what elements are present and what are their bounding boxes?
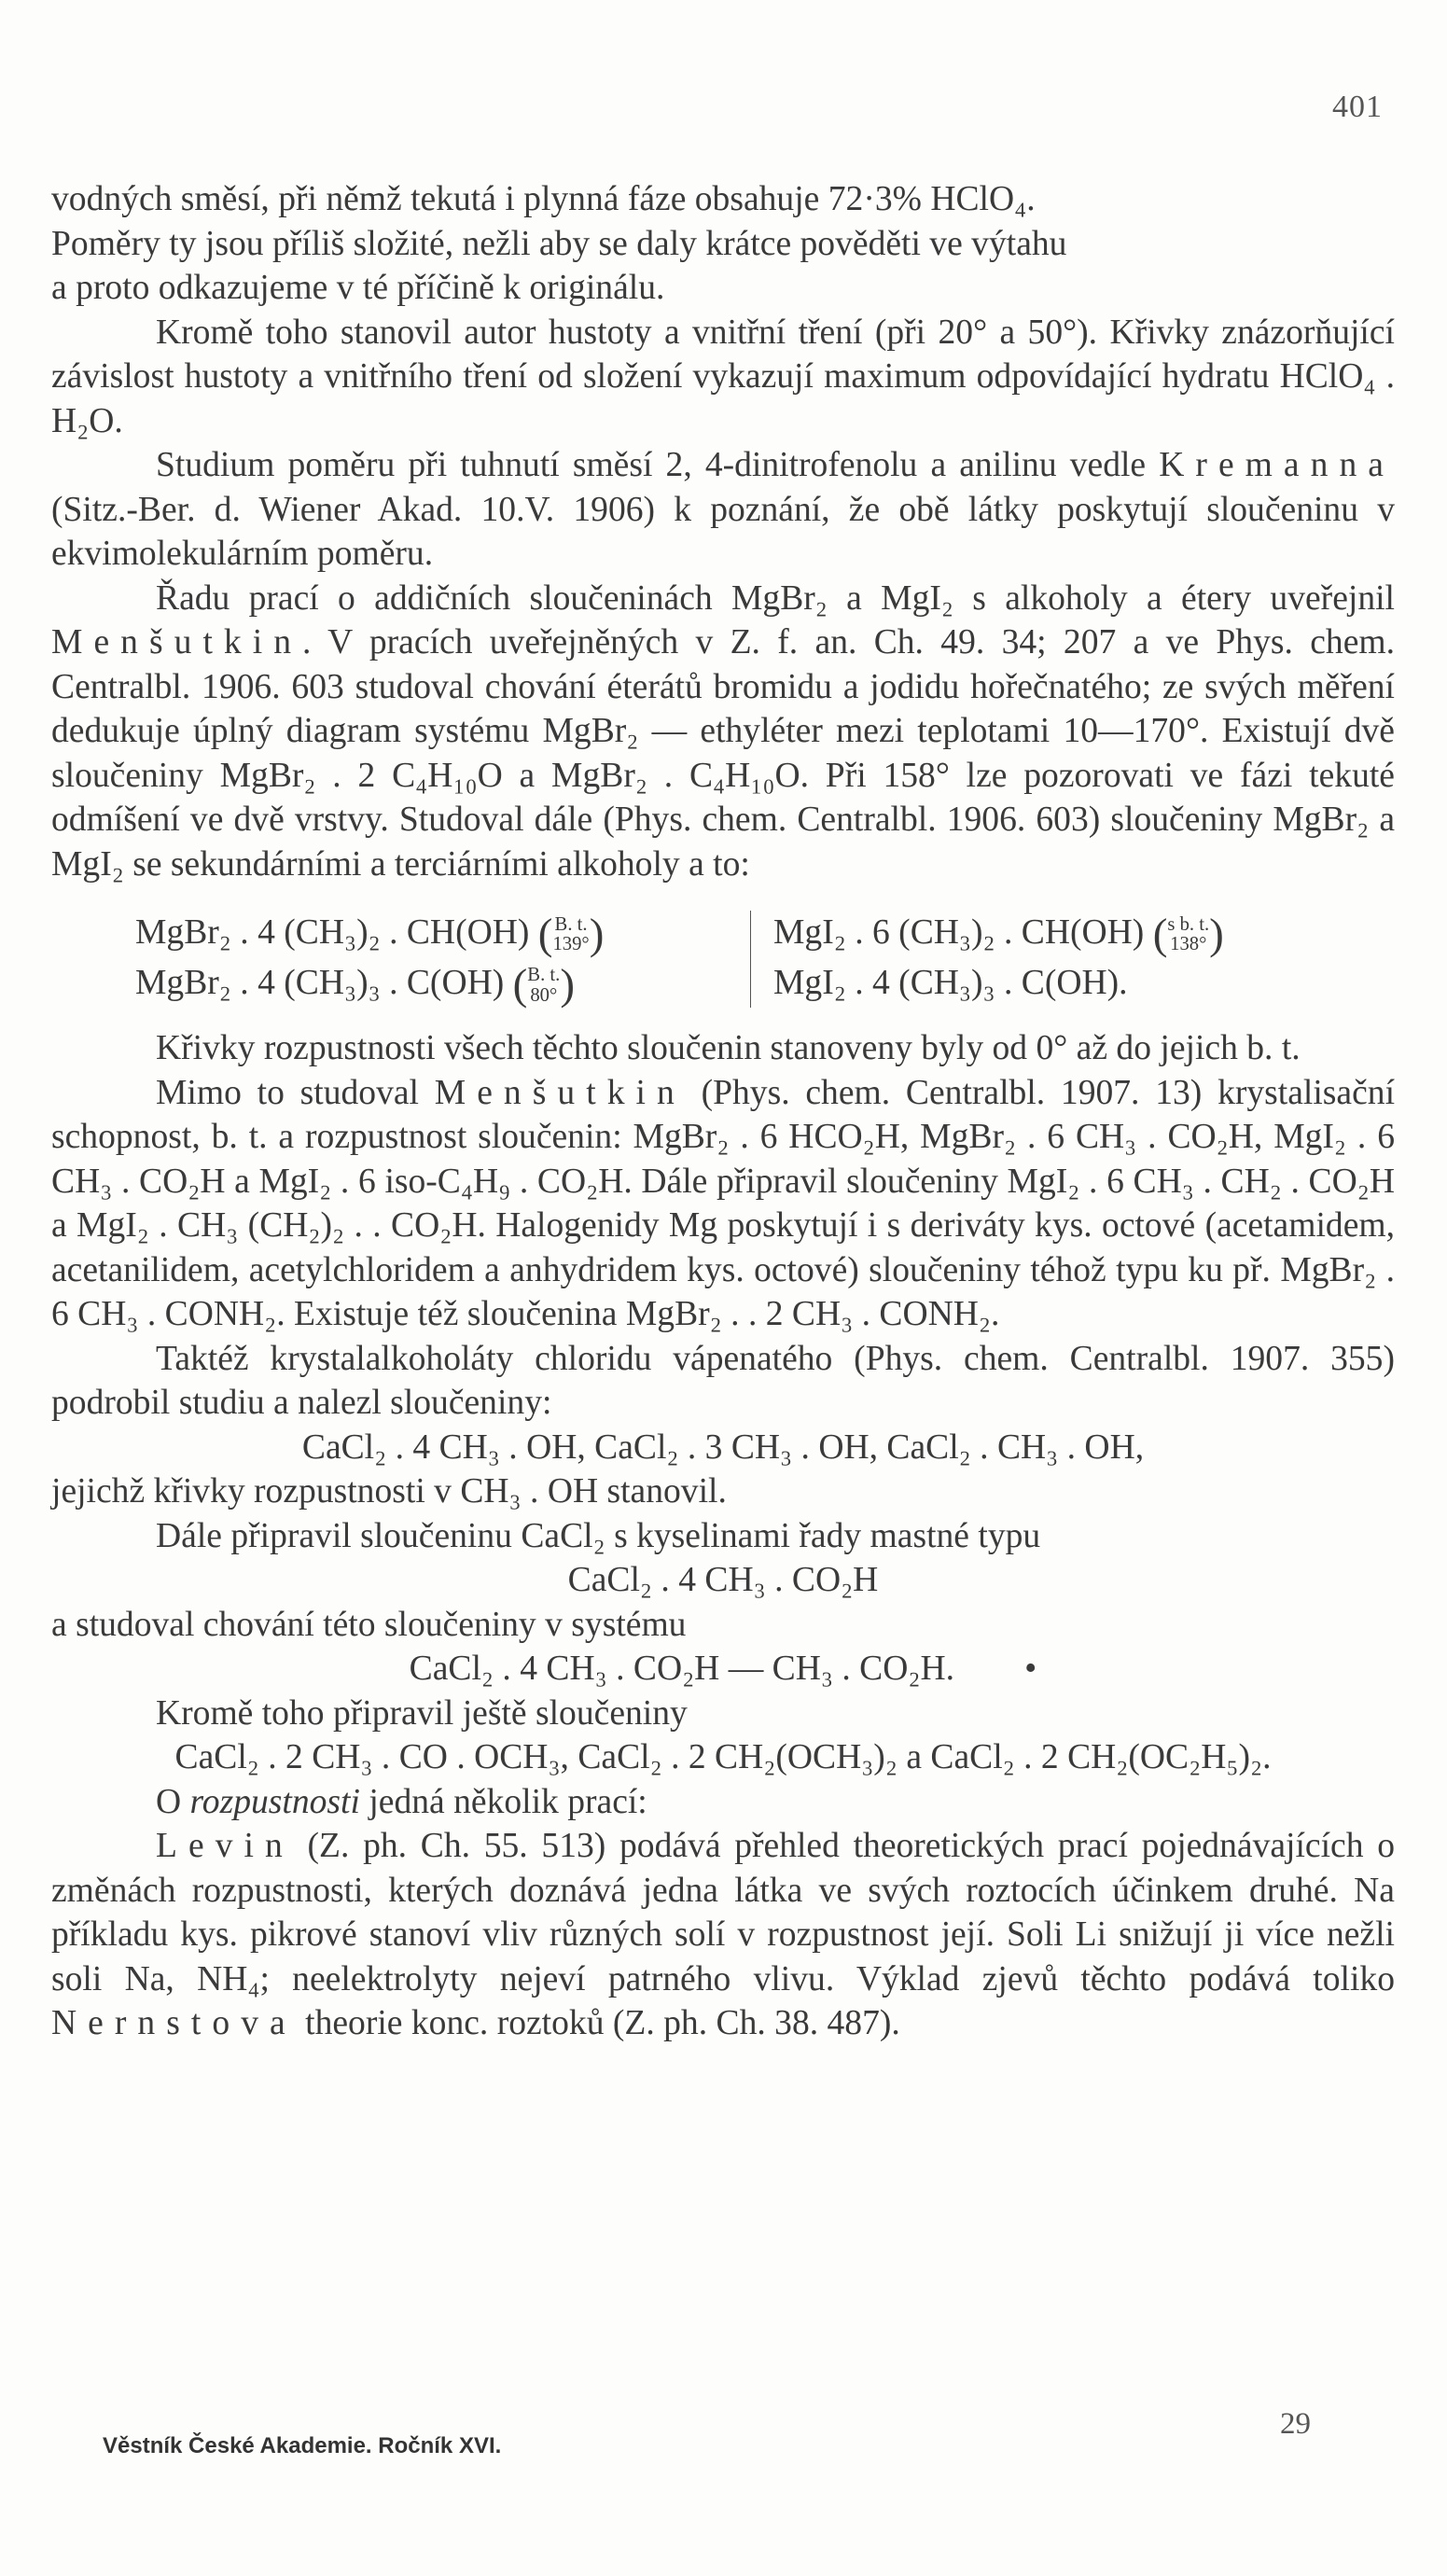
paragraph [51,577,1395,887]
text-run: (Sitz.-Ber. d. Wiener Akad. 10.V. 1906) k poznání, že obě látky poskytují sloučeninu v ekvimolekulárním poměru. [51,490,1395,573]
equation: CaCl₂ . 2 CH₃ . CO . OCH₃, CaCl₂ . 2 CH₂(OCH₃)₂ a CaCl₂ . 2 CH₂(OC₂H₅)₂. [174,1738,1272,1777]
formula: MgI₂ . 6 (CH₃)₂ . CH(OH) ( s b. t. 138° ) [773,910,1224,959]
paragraph: Kromě toho připravil ještě sloučeniny [156,1693,688,1733]
paragraph: a studoval chování této sloučeniny v systému [51,1605,687,1644]
text-run: (Phys. chem. Centralbl. 1907. 13) krystalisační schopnost, b. t. a rozpustnost sloučenin: MgBr₂ . 6 HCO₂H, MgBr₂ . 6 CH₃ . CO₂H, MgI₂ . 6 CH₃ . CO₂H a MgI₂ . 6 iso-C₄H₉ . CO₂H. Dále připravil sloučeniny MgI₂ . 6 CH₃ . CH₂ . CO₂H a MgI₂ . CH₃ (CH₂)₂ . . CO₂H. Halogenidy Mg poskytují i s deriváty kys. octové (acetamidem, acetanilidem, acetylchloridem a anhydridem kys. octové) sloučeniny téhož typu ku př. MgBr₂ . 6 CH₃ . CONH₂. Existuje též sloučenina MgBr₂ . . 2 CH₃ . CONH₂. [51,1073,1396,1334]
text-run: Studium poměru při tuhnutí směsí 2, 4-dinitrofenolu a anilinu vedle [156,446,1147,484]
formula: MgBr₂ . 4 (CH₃)₂ . CH(OH) ( B. t. 139° ) [135,910,605,959]
author-name: Kremanna [1159,446,1395,484]
formula-note: B. t. 80° [527,964,561,1006]
equation-text: CaCl₂ . 4 CH₃ . CO₂H — CH₃ . CO₂H. [409,1650,955,1689]
formula-note: s b. t. 138° [1167,913,1210,955]
text-run: theorie konc. roztoků (Z. ph. Ch. 38. 487). [305,2004,900,2043]
text-line: vodných směsí, při němž tekutá i plynná fáze obsahuje 72·3% HClO₄. [51,180,1036,218]
paragraph: jejichž křivky rozpustnosti v CH₃ . OH stanovil. [51,1472,727,1511]
text-run: . V pracích uveřejněných v Z. f. an. Ch. 49. 34; 207 a ve Phys. chem. Centralbl. 1906. 603 studoval chování éterátů bromidu a jodidu hořečnatého; ze svých měření dedukuje úplný diagram systému MgBr₂ — ethyléter mezi teplotami 10—170°. Existují dvě sloučeniny MgBr₂ . 2 C₄H₁₀O a MgBr₂ . C₄H₁₀O. Při 158° lze pozorovati ve fázi tekuté odmíšení ve dvě vrstvy. Studoval dále (Phys. chem. Centralbl. 1906. 603) sloučeniny MgBr₂ a MgI₂ se sekundárními a terciárními alkoholy a to: [51,623,1395,884]
text-run: jedná několik prací: [369,1782,647,1821]
stray-mark: • [1024,1650,1037,1689]
formula [773,961,1296,1008]
text-run: Řadu prací o addičních sloučeninách MgBr₂ a MgI₂ s alkoholy a étery uveřejnil [156,578,1395,618]
text-run: Mimo to studoval [156,1073,419,1112]
equation [51,1647,1395,1692]
paragraph: Taktéž krystalalkoholáty chloridu vápenatého (Phys. chem. Centralbl. 1907. 355) podrobil studiu a nalezl sloučeniny: [51,1339,1395,1423]
formula-text: MgBr₂ . 4 (CH₃)₃ . C(OH) [135,964,505,1003]
author-name: Levin [156,1827,294,1866]
formula-text: MgBr₂ . 4 (CH₃)₂ . CH(OH) [135,913,530,952]
formula-table [135,911,1395,1008]
formula-note: B. t. 139° [552,913,590,955]
formula: MgBr₂ . 4 (CH₃)₃ . C(OH) ( B. t. 80° ) [135,960,575,1010]
formula-text: MgI₂ . 6 (CH₃)₂ . CH(OH) [773,913,1145,952]
author-name: Menšutkin [434,1073,686,1112]
text-run: O [156,1782,182,1821]
text-run: (Z. ph. Ch. 55. 513) podává přehled theoretických prací pojednávajících o změnách rozpustnosti, kterých doznává jedna látka ve svých roztocích účinkem druhé. Na příkladu kys. pikrové stanoví vliv různých solí v rozpustnost její. Soli Li snižují ji více nežli soli Na, NH₄; neelektrolyty nejeví patrného vlivu. Výklad zjevů těchto podává toliko [51,1827,1395,1998]
text-line: Poměry ty jsou příliš složité, nežli aby se daly krátce pověděti ve výtahu [51,224,1067,263]
paragraph [51,1824,1395,2046]
formula-text: MgI₂ . 4 (CH₃)₃ . C(OH). [773,964,1128,1003]
author-name: Nernstova [51,2004,297,2043]
emphasis: rozpustnosti [189,1782,360,1821]
paragraph: Kromě toho stanovil autor hustoty a vnitřní tření (při 20° a 50°). Křivky znázorňující závislost hustoty a vnitřního tření od složení vykazují maximum odpovídající hydratu HClO₄ . H₂O. [51,313,1395,440]
paragraph: Dále připravil sloučeninu CaCl₂ s kyselinami řady mastné typu [156,1516,1041,1555]
equation: CaCl₂ . 4 CH₃ . OH, CaCl₂ . 3 CH₃ . OH, CaCl₂ . CH₃ . OH, [301,1427,1145,1467]
equation: CaCl₂ . 4 CH₃ . CO₂H [567,1561,879,1600]
divider [750,911,751,1008]
paragraph [51,1071,1395,1337]
paragraph [51,443,1395,577]
page-number: 401 [1332,90,1383,124]
page-footer: Věstník České Akademie. Ročník XVI. [103,2433,502,2458]
signature-mark: 29 [1280,2407,1311,2441]
body-text [51,177,1395,2046]
author-name: Menšutkin [51,623,303,661]
paragraph [51,1780,1395,1825]
paragraph: Křivky rozpustnosti všech těchto sloučenin stanoveny byly od 0° až do jejich b. t. [156,1029,1301,1068]
text-line: a proto odkazujeme v té příčině k originálu. [51,269,665,307]
